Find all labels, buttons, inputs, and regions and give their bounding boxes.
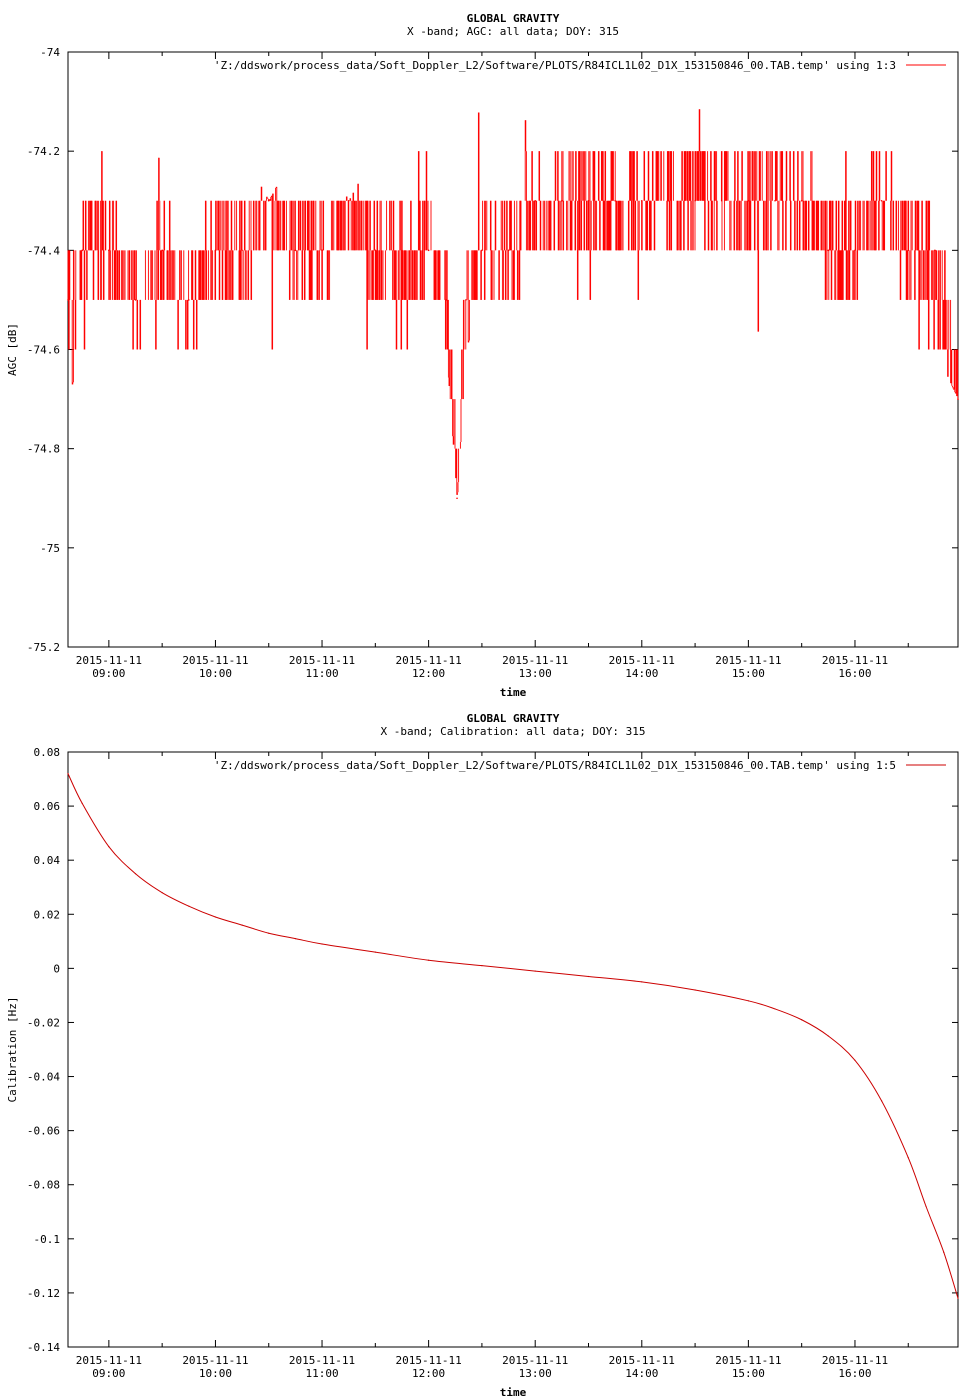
data-point (881, 1100, 882, 1101)
legend-entry-label: 'Z:/ddswork/process_data/Soft_Doppler_L2/Software/PLOTS/R84ICL1L02_D1X_153150846_00.TAB.temp' using 1:5 (213, 759, 896, 772)
data-point (401, 250, 403, 252)
x-tick-date: 2015-11-11 (608, 1354, 675, 1367)
y-tick-label: -0.14 (26, 1341, 60, 1354)
data-point (588, 976, 589, 977)
data-point (588, 200, 590, 202)
data-point (908, 1157, 909, 1158)
data-point (694, 989, 695, 990)
y-tick-label: -75 (40, 541, 60, 555)
data-point (295, 250, 297, 252)
data-point (268, 200, 270, 202)
x-tick-label (502, 1354, 568, 1380)
y-tick-label: -75.2 (26, 641, 60, 654)
data-point (721, 200, 723, 202)
x-axis-label: time (499, 1386, 527, 1399)
data-point (828, 250, 830, 252)
data-point (348, 200, 350, 202)
data-point (535, 970, 536, 971)
x-tick-time: 14:00 (625, 667, 659, 680)
plot-frame (68, 52, 958, 647)
x-tick-label (609, 654, 675, 680)
data-point (108, 846, 109, 847)
data-point (481, 965, 482, 966)
x-tick-label (822, 654, 888, 680)
y-tick-label: -0.12 (26, 1286, 60, 1300)
x-tick-label (609, 1354, 675, 1380)
x-tick-date: 2015-11-11 (182, 654, 249, 667)
y-tick-label: -0.04 (26, 1070, 60, 1084)
data-point (748, 1000, 749, 1001)
data-point (188, 906, 189, 907)
y-tick-label: 0.06 (33, 800, 60, 814)
data-point (828, 1035, 829, 1036)
x-tick-label (76, 654, 142, 680)
data-point (241, 250, 243, 252)
x-tick-time: 10:00 (198, 1367, 233, 1380)
y-tick-label: 0.04 (33, 854, 60, 868)
data-point (774, 1008, 775, 1009)
chart-subtitle: X -band; Calibration: all data; DOY: 315 (380, 725, 646, 738)
data-point (67, 299, 69, 301)
series-1 (67, 109, 959, 499)
data-point (508, 250, 510, 252)
data-point (215, 916, 216, 917)
y-tick-label: -74.6 (26, 343, 60, 357)
data-point (907, 250, 909, 252)
data-point (321, 943, 322, 944)
data-point (465, 299, 467, 301)
data-point (943, 1252, 944, 1253)
data-point (188, 299, 190, 301)
chart-title: GLOBAL GRAVITY (466, 12, 560, 25)
y-axis-label: Calibration [Hz] (6, 996, 19, 1103)
x-tick-time: 11:00 (305, 1367, 339, 1380)
x-axis-label: time (499, 686, 527, 699)
y-tick-label: -74.2 (26, 145, 60, 159)
x-tick-label (396, 654, 462, 680)
data-point (456, 497, 458, 499)
y-tick-label: -74.8 (26, 442, 60, 456)
x-tick-date: 2015-11-11 (715, 1354, 782, 1367)
data-point (215, 250, 217, 252)
x-tick-label (289, 654, 355, 680)
y-tick-label: -0.08 (26, 1178, 60, 1192)
data-point (694, 200, 696, 202)
y-tick-label: 0.08 (33, 746, 60, 759)
chart-title: GLOBAL GRAVITY (466, 712, 560, 725)
plot-frame (68, 752, 958, 1347)
x-tick-time: 13:00 (518, 1367, 552, 1380)
x-tick-label (289, 1354, 355, 1380)
data-point (161, 250, 163, 252)
x-tick-date: 2015-11-11 (288, 1354, 356, 1367)
data-point (801, 1019, 802, 1020)
chart-panel-2 (6, 712, 959, 1399)
y-tick-label: -0.1 (33, 1232, 60, 1246)
series-line (68, 774, 958, 1299)
x-tick-label (715, 1354, 781, 1380)
data-point (321, 250, 323, 252)
x-tick-date: 2015-11-11 (182, 1354, 249, 1367)
x-tick-date: 2015-11-11 (821, 1354, 889, 1367)
series-1 (67, 773, 958, 1299)
data-point (641, 981, 642, 982)
data-point (881, 200, 883, 202)
data-point (135, 873, 136, 874)
data-point (801, 200, 803, 202)
data-point (748, 200, 750, 202)
y-tick-label: -74.4 (26, 244, 60, 258)
y-tick-label: 0 (53, 962, 60, 976)
x-tick-label (715, 654, 781, 680)
x-tick-date: 2015-11-11 (395, 654, 462, 667)
data-point (375, 250, 377, 252)
x-tick-date: 2015-11-11 (395, 1354, 462, 1367)
data-point (446, 299, 448, 301)
data-point (428, 960, 429, 961)
x-tick-label (182, 654, 248, 680)
y-axis-label: AGC [dB] (6, 323, 19, 376)
data-point (668, 200, 670, 202)
y-tick-label: -0.02 (26, 1016, 60, 1030)
data-point (268, 933, 269, 934)
data-point (428, 250, 430, 252)
data-point (241, 924, 242, 925)
data-point (108, 250, 110, 252)
legend-entry-label: 'Z:/ddswork/process_data/Soft_Doppler_L2/Software/PLOTS/R84ICL1L02_D1X_153150846_00.TAB.temp' using 1:3 (213, 59, 896, 72)
x-tick-label (822, 1354, 888, 1380)
data-point (82, 803, 83, 804)
x-tick-time: 12:00 (412, 1367, 446, 1380)
data-point (934, 250, 936, 252)
data-point (135, 299, 137, 301)
x-tick-time: 16:00 (838, 1367, 872, 1380)
data-point (614, 200, 616, 202)
x-tick-date: 2015-11-11 (715, 654, 782, 667)
x-tick-time: 10:00 (198, 667, 233, 680)
x-tick-date: 2015-11-11 (821, 654, 889, 667)
x-tick-date: 2015-11-11 (502, 1354, 569, 1367)
data-point (81, 250, 83, 252)
data-point (561, 200, 563, 202)
y-tick-label: 0.02 (33, 908, 60, 922)
x-tick-label (502, 654, 568, 680)
data-point (957, 398, 959, 400)
data-point (162, 892, 163, 893)
x-tick-label (182, 1354, 248, 1380)
x-tick-time: 15:00 (731, 1367, 765, 1380)
chart-panel-1 (6, 12, 959, 699)
x-tick-label (76, 1354, 142, 1380)
x-tick-time: 14:00 (625, 1367, 659, 1380)
x-tick-time: 09:00 (92, 667, 126, 680)
data-point (925, 1206, 926, 1207)
data-point (295, 938, 296, 939)
data-point (957, 1298, 958, 1299)
x-tick-label (396, 1354, 462, 1380)
x-tick-date: 2015-11-11 (75, 654, 142, 667)
data-point (854, 1060, 855, 1061)
data-point (481, 250, 483, 252)
y-tick-label: -0.06 (26, 1124, 60, 1138)
x-tick-time: 12:00 (412, 667, 446, 680)
x-tick-time: 15:00 (731, 667, 765, 680)
data-point (854, 250, 856, 252)
x-tick-time: 16:00 (838, 667, 872, 680)
x-tick-date: 2015-11-11 (608, 654, 675, 667)
x-tick-time: 11:00 (305, 667, 339, 680)
x-tick-date: 2015-11-11 (288, 654, 356, 667)
chart-subtitle: X -band; AGC: all data; DOY: 315 (407, 25, 619, 38)
data-point (641, 200, 643, 202)
data-point (375, 952, 376, 953)
x-tick-date: 2015-11-11 (502, 654, 569, 667)
data-point (67, 773, 68, 774)
y-tick-label: -74 (40, 46, 60, 59)
x-tick-time: 13:00 (518, 667, 552, 680)
data-point (534, 200, 536, 202)
x-tick-date: 2015-11-11 (75, 1354, 142, 1367)
data-point (774, 200, 776, 202)
x-tick-time: 09:00 (92, 1367, 126, 1380)
